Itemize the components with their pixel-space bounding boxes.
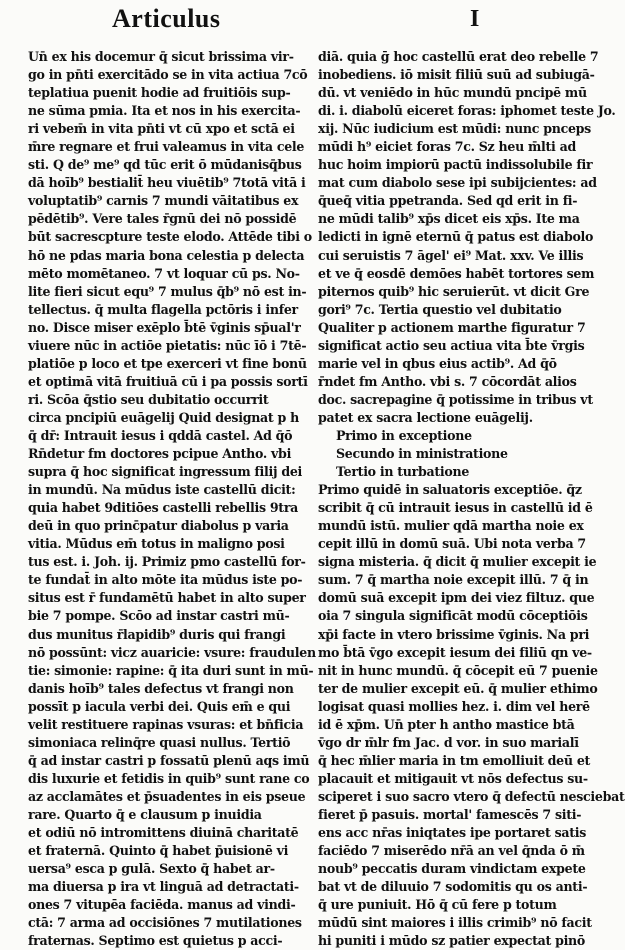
text-line: danis hoīb⁹ tales defectus vt frangi non	[28, 680, 294, 696]
text-line: ma diuersa p ira vt linguā ad detractati-	[28, 879, 299, 895]
text-line: no. Disce miser exēplo b̄tē v̄ginis sp̄ual'r	[28, 319, 301, 335]
text-line: tellectus. q̄ multa flagella pctōris i infer	[28, 301, 298, 317]
text-line: possīt p iacula verbi dei. Quis em̄ e qui	[28, 698, 291, 714]
text-line: et fraternā. Quinto q̄ habet p̄uisionē vi	[28, 843, 289, 859]
text-line: az acclamātes et p̄suadentes in eis pseue	[28, 788, 306, 804]
text-line: cepit illū in domū suā. Ubi nota verba 7	[318, 536, 586, 552]
text-line: velit restituere rapinas vsuras: et bn̄ficia	[28, 716, 304, 732]
text-line: q̄ dr̄: Intrauit iesus i qddā castel. Ad q̄ō	[28, 427, 293, 443]
text-line: nit in hunc mundū. q̄ cōcepit eū 7 puenie	[318, 662, 598, 678]
text-line: tus est. i. Joh. ij. Primiz pmo castellū for-	[28, 554, 306, 570]
text-line: q̄ hec m̄lier maria in tm emolliuit deū et	[318, 752, 591, 768]
text-line: q̄ ure puniuit. Hō q̄ cū fere p totum	[318, 897, 557, 913]
text-line: nō possūnt: vicz auaricie: vsure: fraudulen	[28, 644, 316, 660]
text-line: ens acc nr̄as iniqtates ipe portaret satis	[318, 825, 587, 841]
text-line: ones 7 vitupēa faciēda. manus ad vindi-	[28, 897, 296, 913]
right-column	[318, 48, 625, 950]
text-line: Rn̄detur fm doctores pcipue Antho. vbi	[28, 446, 292, 462]
text-line: rare. Quarto q̄ e clausum p inuidia	[28, 806, 262, 822]
page-title: Articulus	[112, 4, 221, 33]
text-line: ter de mulier excepit eū. q̄ mulier ethimo	[318, 680, 598, 696]
text-line: fraternas. Septimo est quietus p acci-	[28, 933, 283, 949]
text-line: viuere nūc in actiōe pietatis: nūc īō i 7tē-	[28, 337, 307, 353]
text-line: v̄go dr m̄lr fm Jac. d vor. in suo marialī	[318, 734, 579, 750]
text-line: mundū istū. mulier qdā martha noie ex	[318, 518, 584, 534]
text-line: m̄re regnare et frui valeamus in vita cele	[28, 139, 305, 155]
text-line: significat actio seu actiua vita b̄te v̄rgis	[318, 337, 585, 353]
text-line: Un̄ ex his docemur q̄ sicut brissima vir-	[28, 49, 294, 64]
text-line: dū. vt veniēdo in hūc mundū pncipē mū	[318, 85, 587, 101]
text-line: piternos quib⁹ hic seruierūt. vt dicit Gre	[318, 283, 590, 299]
text-line: Secundo in ministratione	[336, 446, 508, 462]
text-line: te fundat̄ in alto mōte ita mūdus iste po-	[28, 572, 303, 588]
text-line: supra q̄ hoc significat ingressum filij dei	[28, 464, 303, 480]
text-line: faciēdo 7 miserēdo nr̄ā an vel q̄nda ō m̄	[318, 843, 585, 859]
text-line: teplatiua puenit hodie ad fruitiōis sup-	[28, 85, 291, 101]
text-line: simoniaca relinq̄re quasi nullus. Tertiō	[28, 734, 291, 750]
text-line: go in pn̄ti exercitādo se in vita actiua 7cō	[28, 67, 308, 83]
text-line: et odiū nō intromittens diuinā charitatē	[28, 825, 299, 841]
text-line: uersa⁹ esca p gulā. Sexto q̄ habet ar-	[28, 861, 275, 877]
text-line: platiōe p loco et tpe exerceri vt fine bonū	[28, 355, 307, 371]
text-line: Tertio in turbatione	[336, 464, 470, 480]
text-line: scribit q̄ cū intrauit iesus in castellū id ē	[318, 500, 593, 516]
text-line: dis luxurie et fetidis in quib⁹ sunt rane co	[28, 770, 310, 786]
text-line: ctā: 7 arma ad occisiōnes 7 mutilationes	[28, 915, 302, 931]
text-line: hō ne pdas maria bona celestia p delecta	[28, 247, 305, 263]
text-line: r̄ndet fm Antho. vbi s. 7 cōcordāt alios	[318, 373, 577, 389]
text-line: ri vebem̄ in vita pn̄ti vt cū xpo et sctā ei	[28, 121, 295, 137]
text-line: sciperet i suo sacro vtero q̄ defectū nesciebat	[318, 788, 625, 804]
text-line: mat cum diabolo sese ipi subijcientes: ad	[318, 175, 597, 191]
text-line: dus munitus r̄lapidib⁹ duris qui frangi	[28, 626, 286, 642]
text-line: huc hoim impiorū pactū indissolubile fir	[318, 157, 593, 173]
text-line: pēdētib⁹. Vere tales r̄gnū dei nō possidē	[28, 211, 297, 227]
text-line: q̄ ad instar castri p fossatū plenū aqs imū	[28, 752, 310, 768]
text-line: hi puniti i mūdo sz patier expectat pinō	[318, 933, 586, 949]
text-line: et ve q̄ eosdē demōes habēt tortores sem	[318, 265, 595, 281]
text-line: Primo in exceptione	[336, 427, 472, 443]
text-line: tie: simonie: rapine: q̄ ita duri sunt in mū-	[28, 662, 314, 678]
text-line: lite fieri sicut equ⁹ 7 mulus q̄b⁹ nō est in-	[28, 283, 307, 299]
text-line: bat vt de diluuio 7 sodomitis qu os anti-	[318, 879, 588, 895]
text-line: oia 7 singula significāt modū cōceptiōis	[318, 608, 588, 624]
left-column	[28, 48, 316, 950]
text-line: ledicti in ignē eternū q̄ patus est diabolo	[318, 229, 594, 245]
text-line: noub⁹ peccatis duram vindictam expete	[318, 861, 586, 877]
text-line: būt sacrescpture teste elodo. Attēde tibi o	[28, 229, 312, 245]
text-line: patet ex sacra lectione euāgelij.	[318, 409, 533, 425]
folio-number: I	[470, 6, 480, 32]
text-line: bie 7 pompe. Scōo ad instar castri mū-	[28, 608, 290, 624]
text-line: id ē xp̄m. Un̄ pter h antho mastice btā	[318, 716, 575, 732]
text-line: et optimā vitā fruitiuā cū i pa possis sortī	[28, 373, 308, 389]
text-line: signa misteria. q̄ dicit q̄ mulier excepit ie	[318, 554, 597, 570]
text-line: circa pncipiū euāgelij Quid designat p h	[28, 409, 299, 425]
text-line: gori⁹ 7c. Tertia questio vel dubitatio	[318, 301, 562, 317]
text-line: di. i. diabolū eiceret foras: iphomet teste Jo.	[318, 103, 616, 119]
text-line: deū in quo princ̄patur diabolus p varia	[28, 518, 289, 534]
text-line: inobediens. iō misit filiū suū ad subiugā-	[318, 67, 595, 83]
text-line: domū suā excepit ipm dei viez filtuz. que	[318, 590, 595, 606]
text-line: q̄ueq̄ vitia ppetranda. Sed qd erit in fi-	[318, 193, 578, 209]
text-line: placauit et mitigauit vt nōs defectus su-	[318, 770, 588, 786]
text-line: Qualiter p actionem marthe figuratur 7	[318, 319, 586, 335]
text-line: fieret p̄ pasuis. mortal' famescēs 7 siti-	[318, 806, 582, 822]
text-line: mūdi h⁹ eiciet foras 7c. Sz heu m̄lti ad	[318, 139, 576, 155]
text-line: sti. Q de⁹ me⁹ qd tūc erit ō mūdanisq̄bus	[28, 157, 302, 173]
text-line: mēto momētaneo. 7 vt loquar cū ps. No-	[28, 265, 300, 281]
text-line: mūdū sint maiores i illis crimib⁹ nō facit	[318, 915, 592, 931]
text-line: vitia. Mūdus em̄ totus in maligno posi	[28, 536, 285, 552]
text-line: doc. sacrepagine q̄ potissime in tribus vt	[318, 391, 593, 407]
text-line: situs est r̄ fundamētū habet in alto super	[28, 590, 306, 606]
text-line: marie vel in qbus eius actib⁹. Ad q̄ō	[318, 355, 557, 371]
text-line: ne mūdi talib⁹ xp̄s dicet eis xp̄s. Ite ma	[318, 211, 580, 227]
text-line: cui seruistis 7 āgel' ei⁹ Mat. xxv. Ve illis	[318, 247, 584, 263]
text-line: quia habet 9ditiōes castelli rebellis 9tra	[28, 500, 299, 516]
text-line: logisat quasi mollies hez. i. dim vel herē	[318, 698, 590, 714]
text-line: diā. quia ḡ hoc castellū erat deo rebelle 7	[318, 49, 599, 64]
text-line: dā hoīb⁹ bestialit̄ heu viuētib⁹ 7totā vitā i	[28, 175, 306, 191]
text-line: voluptatib⁹ carnis 7 mundi vāitatibus ex	[28, 193, 299, 209]
text-line: sum. 7 q̄ martha noie excepit illū. 7 q̄ in	[318, 572, 589, 588]
text-line: mo b̄tā v̄go excepit iesum dei filiū qn ve-	[318, 644, 592, 660]
text-line: xp̄i facte in vtero brissime v̄ginis. Na pri	[318, 626, 590, 642]
text-line: ri. Scōa q̄stio seu dubitatio occurrit	[28, 391, 269, 407]
text-line: xij. Nūc iudicium est mūdi: nunc pnceps	[318, 121, 591, 137]
text-line: in mundū. Na mūdus iste castellū dicit:	[28, 482, 296, 498]
text-line: ne sūma pmia. Ita et nos in his exercita-	[28, 103, 301, 119]
text-line: Primo quidē in saluatoris exceptiōe. q̄z	[318, 482, 582, 498]
